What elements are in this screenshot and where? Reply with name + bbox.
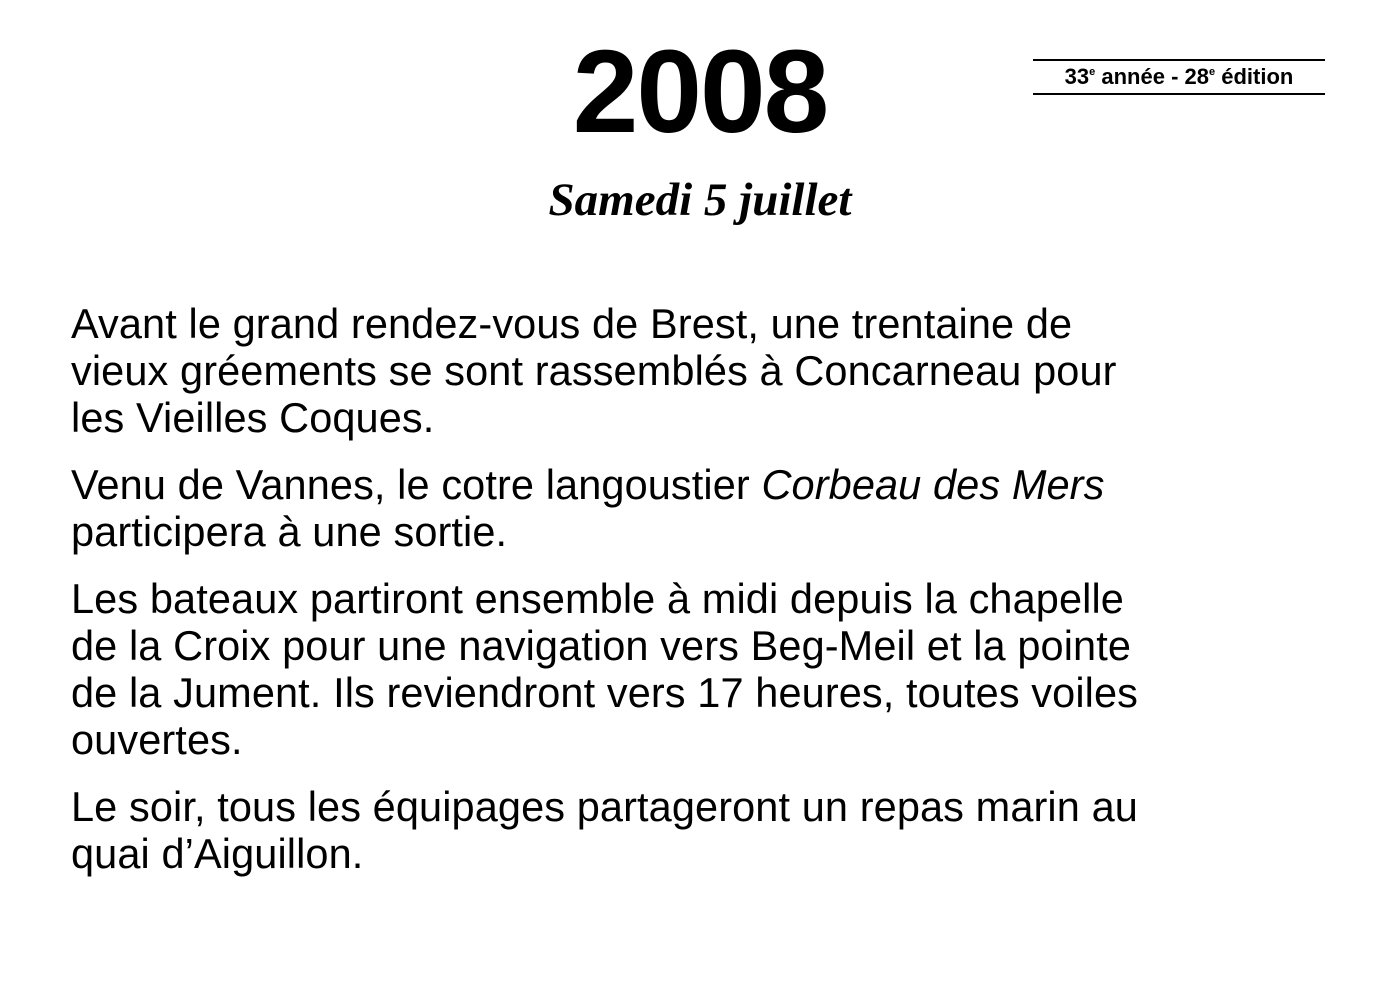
paragraph-boat — [71, 461, 1371, 555]
text-line: Avant le grand rendez-vous de Brest, une trentaine de — [71, 300, 1073, 347]
paragraph-intro — [71, 300, 1371, 441]
event-date: Samedi 5 juillet — [548, 174, 852, 226]
edition-number: 28 — [1184, 64, 1209, 89]
text-line: Le soir, tous les équipages partageront un repas marin au — [71, 783, 1138, 830]
boat-name: Corbeau des Mers — [761, 461, 1105, 508]
annee-superscript: e — [1089, 66, 1096, 78]
boat-intro-text: Venu de Vannes, le cotre langoustier — [71, 461, 762, 508]
year-title: 2008 — [572, 26, 828, 158]
edition-banner — [1033, 59, 1325, 95]
text-line: de la Jument. Ils reviendront vers 17 heures, toutes voiles — [71, 669, 1139, 716]
paragraph-evening — [71, 783, 1371, 877]
text-line: ouvertes. — [71, 716, 243, 763]
edition-label: édition — [1215, 64, 1294, 89]
annee-number: 33 — [1064, 64, 1090, 89]
text-line: vieux gréements se sont rassemblés à Concarneau pour — [71, 347, 1117, 394]
text-line: de la Croix pour une navigation vers Beg-Meil et la pointe — [71, 622, 1132, 669]
text-line: Les bateaux partiront ensemble à midi depuis la chapelle — [71, 575, 1124, 622]
paragraph-schedule — [71, 575, 1371, 763]
annee-label: année - — [1095, 64, 1185, 89]
text-line: participera à une sortie. — [71, 508, 508, 555]
text-line — [71, 461, 1371, 508]
article-body — [71, 300, 1371, 897]
text-line: les Vieilles Coques. — [71, 394, 435, 441]
edition-superscript: e — [1209, 66, 1216, 78]
text-line: quai d’Aiguillon. — [71, 830, 364, 877]
